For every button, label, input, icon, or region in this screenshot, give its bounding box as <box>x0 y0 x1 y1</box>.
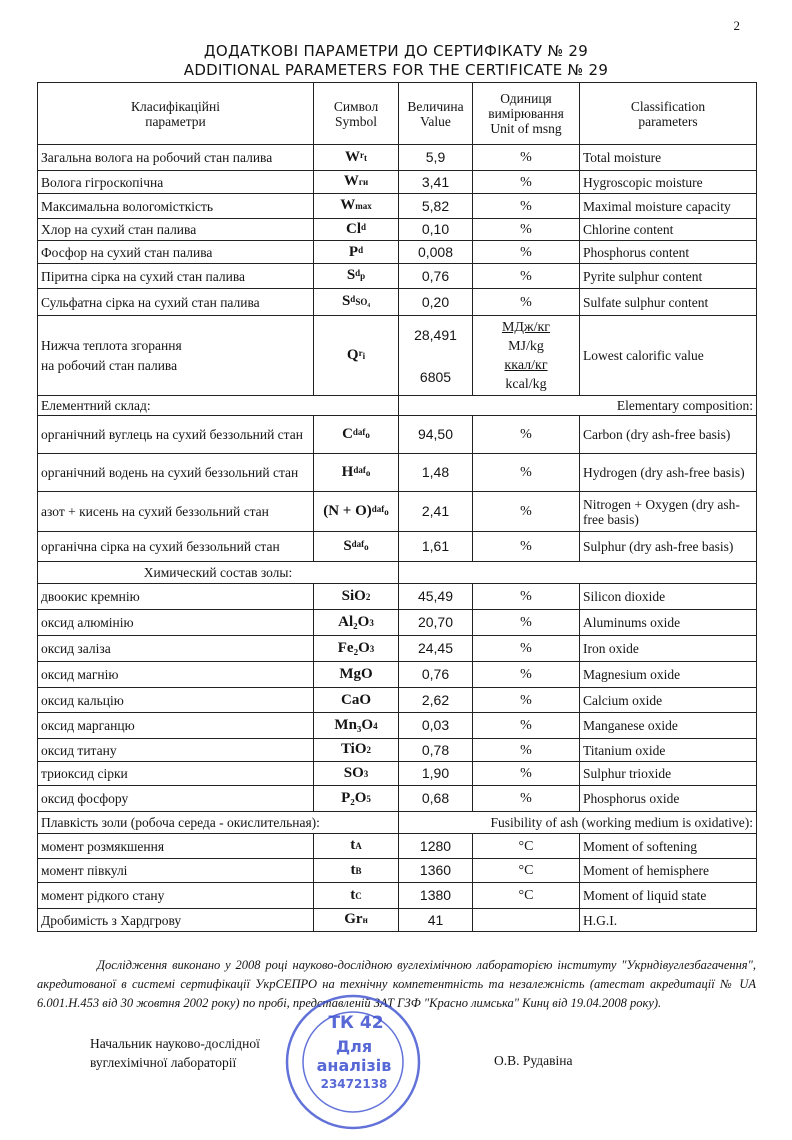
symbol-subscript: o <box>384 506 389 517</box>
section-ash-en <box>399 562 757 584</box>
symbol-subscript: t <box>364 152 367 163</box>
param-name-en: Calcium oxide <box>580 688 757 713</box>
param-name-en: Maximal moisture capacity <box>580 194 757 219</box>
param-name-en: Moment of liquid state <box>580 883 757 909</box>
symbol-cell <box>314 416 399 454</box>
symbol-cell <box>314 492 399 532</box>
value-cell: 5,82 <box>399 194 473 219</box>
param-name-ua: оксид заліза <box>38 636 314 662</box>
symbol-subscript: ги <box>358 177 369 187</box>
symbol-cell <box>314 739 399 762</box>
unit-cell: % <box>473 171 580 194</box>
param-name-en: Phosphorus content <box>580 241 757 264</box>
header-value <box>399 83 473 145</box>
param-name-en: Moment of softening <box>580 834 757 859</box>
symbol-base: P <box>348 243 359 260</box>
symbol-cell <box>314 194 399 219</box>
header-text: параметри <box>145 113 206 129</box>
value-cell: 2,62 <box>399 688 473 713</box>
param-name-ua: оксид титану <box>38 739 314 762</box>
symbol-subscript: max <box>355 201 372 211</box>
symbol-base: Al₂O <box>338 613 370 630</box>
symbol-subscript: o <box>365 429 370 440</box>
symbol-cell <box>314 532 399 562</box>
unit-cell: °C <box>473 834 580 859</box>
parameters-table <box>37 82 757 932</box>
param-name-en: Chlorine content <box>580 219 757 241</box>
param-name-ua: органічний водень на сухий беззольний стан <box>38 454 314 492</box>
param-name-ua: момент півкулі <box>38 859 314 883</box>
section-elementary <box>38 396 757 416</box>
value-kcal: 6805 <box>419 368 452 385</box>
table-row <box>38 171 757 194</box>
param-name-en: Iron oxide <box>580 636 757 662</box>
symbol-cell <box>314 834 399 859</box>
symbol-base: W <box>340 197 356 213</box>
symbol-subscript: A <box>355 841 362 851</box>
value-cell: 0,008 <box>399 241 473 264</box>
param-name-ua: Піритна сірка на сухий стан палива <box>38 264 314 289</box>
section-fusibility <box>38 812 757 834</box>
unit-line: МДж/кг <box>501 319 551 335</box>
param-name-ua: Фосфор на сухий стан палива <box>38 241 314 264</box>
header-text: Класифікаційні <box>131 98 220 114</box>
symbol-base: SO <box>343 764 364 781</box>
unit-cell: % <box>473 584 580 610</box>
symbol-subscript: 2 <box>366 745 372 755</box>
param-name-en: Carbon (dry ash-free basis) <box>580 416 757 454</box>
param-name-en: Silicon dioxide <box>580 584 757 610</box>
symbol-cell <box>314 316 399 396</box>
symbol-subscript: o <box>364 541 369 552</box>
symbol-superscript: d <box>358 244 364 255</box>
table-row <box>38 454 757 492</box>
symbol-superscript: d <box>355 268 361 278</box>
value-cell: 1,48 <box>399 454 473 492</box>
param-name-ua: Волога гігроскопічна <box>38 171 314 194</box>
signature-line2: вуглехімічної лабораторії <box>90 1055 237 1070</box>
table-row <box>38 739 757 762</box>
symbol-cell <box>314 909 399 932</box>
header-text: Unit of msng <box>490 121 562 136</box>
symbol-cell <box>314 219 399 241</box>
header-symbol <box>314 83 399 145</box>
table-row <box>38 264 757 289</box>
signature-name: О.В. Рудавіна <box>494 1053 573 1068</box>
unit-cell: % <box>473 289 580 316</box>
unit-line: ккал/кг <box>504 357 548 373</box>
unit-cell: % <box>473 610 580 636</box>
value-cell: 2,41 <box>399 492 473 532</box>
unit-cell: °C <box>473 883 580 909</box>
param-name-ua: оксид марганцю <box>38 713 314 739</box>
value-cell: 0,03 <box>399 713 473 739</box>
symbol-base: (N + O) <box>323 502 372 519</box>
symbol-subscript: SO₄ <box>355 297 371 307</box>
param-name-ua: момент розмякшення <box>38 834 314 859</box>
param-name-en: Pyrite sulphur content <box>580 264 757 289</box>
symbol-base: Fe₂O <box>337 639 370 656</box>
param-name-ua: момент рідкого стану <box>38 883 314 909</box>
symbol-subscript: o <box>365 467 371 478</box>
unit-cell: % <box>473 532 580 562</box>
header-text: вимірювання <box>488 106 564 121</box>
symbol-superscript: daf <box>371 503 385 514</box>
symbol-superscript: d <box>360 222 366 232</box>
symbol-cell <box>314 636 399 662</box>
param-name-ua: азот + кисень на сухий беззольний стан <box>38 492 314 532</box>
symbol-cell <box>314 454 399 492</box>
table-row <box>38 416 757 454</box>
param-name-en: Magnesium oxide <box>580 662 757 688</box>
unit-cell: % <box>473 219 580 241</box>
unit-cell: % <box>473 194 580 219</box>
unit-cell: % <box>473 264 580 289</box>
symbol-cell <box>314 859 399 883</box>
value-cell: 0,78 <box>399 739 473 762</box>
unit-cell: % <box>473 762 580 786</box>
symbol-cell <box>314 662 399 688</box>
header-unit <box>473 83 580 145</box>
table-row <box>38 834 757 859</box>
table-row <box>38 909 757 932</box>
symbol-base: Cl <box>345 221 361 237</box>
table-row <box>38 492 757 532</box>
value-cell: 1380 <box>399 883 473 909</box>
param-name-ua: Дробимість з Хардгрову <box>38 909 314 932</box>
table-row <box>38 241 757 264</box>
table-row <box>38 859 757 883</box>
symbol-superscript: r <box>358 347 363 358</box>
symbol-base: C <box>342 425 353 442</box>
symbol-base: W <box>343 173 359 189</box>
symbol-cell <box>314 584 399 610</box>
table-row <box>38 610 757 636</box>
header-text: Symbol <box>334 113 377 129</box>
unit-line: MJ/kg <box>508 338 544 354</box>
table-row <box>38 219 757 241</box>
symbol-subscript: 3 <box>363 768 369 779</box>
section-elementary-ua: Елементний склад: <box>38 396 399 416</box>
table-row <box>38 662 757 688</box>
research-note: Дослідження виконано у 2008 році науково-дослідною вуглехімічною лабораторією інституту "Укрндівуглезбагачення", акредитованої в системі сертифікації УкрСЕПРО на технічну компетентність та незалежність (атестат акредитації № UA 6.001.H.453 від 30 жовтня 2002 року) по пробі, представленій ЗАТ ГЗФ "Красно лимська" Кинц від 19.04.2008 року). <box>37 958 756 1010</box>
param-name-ua <box>38 316 314 396</box>
symbol-cell <box>314 171 399 194</box>
symbol-base: Gr <box>344 911 363 927</box>
symbol-subscript: н <box>362 915 368 925</box>
symbol-base: P₂O <box>341 789 367 806</box>
header-classification-ua <box>38 83 314 145</box>
table-row <box>38 584 757 610</box>
symbol-cell <box>314 145 399 171</box>
unit-cell <box>473 909 580 932</box>
value-cell: 0,20 <box>399 289 473 316</box>
symbol-subscript: 3 <box>369 617 374 628</box>
symbol-subscript: 5 <box>366 793 371 804</box>
signature-line1: Начальник науково-дослідної <box>90 1036 260 1051</box>
unit-line: kcal/kg <box>505 376 547 392</box>
symbol-base: t <box>350 837 356 853</box>
param-name-ua: органічна сірка на сухий беззольний стан <box>38 532 314 562</box>
unit-cell: % <box>473 241 580 264</box>
symbol-subscript: 2 <box>365 591 371 602</box>
header-text: Classification <box>630 98 706 114</box>
symbol-cell <box>314 241 399 264</box>
symbol-base: S <box>346 267 356 283</box>
param-name-en: Sulphur trioxide <box>580 762 757 786</box>
symbol-base: H <box>341 463 354 480</box>
header-classification-en <box>580 83 757 145</box>
page-number: 2 <box>733 18 740 33</box>
symbol-superscript: daf <box>353 464 366 475</box>
param-name-ua: триоксид сірки <box>38 762 314 786</box>
table-header <box>38 83 757 145</box>
param-name-en: Aluminums oxide <box>580 610 757 636</box>
symbol-subscript: 4 <box>373 720 378 731</box>
param-name-ua: оксид магнію <box>38 662 314 688</box>
unit-cell: % <box>473 416 580 454</box>
symbol-subscript: B <box>355 865 362 876</box>
value-cell: 1280 <box>399 834 473 859</box>
stamp-tk: ТК 42 <box>328 1013 384 1033</box>
unit-cell: % <box>473 492 580 532</box>
table-row <box>38 883 757 909</box>
table-row <box>38 636 757 662</box>
param-line: Нижча теплота згорання <box>41 337 182 353</box>
value-cell: 3,41 <box>399 171 473 194</box>
value-cell: 1360 <box>399 859 473 883</box>
symbol-base: Mn₃O <box>334 716 374 733</box>
symbol-base: SiO <box>341 587 366 604</box>
unit-cell: % <box>473 786 580 812</box>
unit-cell: °C <box>473 859 580 883</box>
symbol-base: W <box>345 148 360 165</box>
value-cell: 24,45 <box>399 636 473 662</box>
value-cell: 1,90 <box>399 762 473 786</box>
stamp-code: 23472138 <box>320 1077 388 1091</box>
unit-cell <box>473 316 580 396</box>
param-name-en: Sulfate sulphur content <box>580 289 757 316</box>
value-cell: 1,61 <box>399 532 473 562</box>
symbol-cell <box>314 688 399 713</box>
symbol-subscript: C <box>355 890 362 901</box>
section-fusibility-en: Fusibility of ash (working medium is oxidative): <box>399 812 757 834</box>
value-cell <box>399 316 473 396</box>
param-name-ua: оксид кальцію <box>38 688 314 713</box>
title-en: ADDITIONAL PARAMETERS FOR THE CERTIFICATE № 29 <box>183 61 609 79</box>
param-name-ua: Хлор на сухий стан палива <box>38 219 314 241</box>
symbol-subscript: i <box>362 350 366 361</box>
param-name-en: Moment of hemisphere <box>580 859 757 883</box>
value-cell: 0,10 <box>399 219 473 241</box>
param-name-en: Titanium oxide <box>580 739 757 762</box>
header-text: Символ <box>333 98 379 114</box>
stamp-line1: Для <box>335 1037 373 1056</box>
value-cell: 41 <box>399 909 473 932</box>
stamp-line2: аналізів <box>316 1056 392 1075</box>
symbol-base: CaO <box>341 691 371 708</box>
unit-cell: % <box>473 636 580 662</box>
param-name-ua: органічний вуглець на сухий беззольний стан <box>38 416 314 454</box>
header-text: Одиниця <box>500 91 552 106</box>
symbol-base: S <box>341 293 351 309</box>
table-row <box>38 688 757 713</box>
unit-cell: % <box>473 739 580 762</box>
symbol-cell <box>314 289 399 316</box>
section-ash <box>38 562 757 584</box>
symbol-base: TiO <box>340 741 367 757</box>
header-text: Величина <box>407 98 464 114</box>
value-cell: 45,49 <box>399 584 473 610</box>
symbol-cell <box>314 883 399 909</box>
symbol-subscript: 3 <box>369 643 375 654</box>
symbol-base: t <box>350 861 356 878</box>
param-name-en: Phosphorus oxide <box>580 786 757 812</box>
table-row <box>38 145 757 171</box>
value-cell: 0,76 <box>399 264 473 289</box>
symbol-base: t <box>350 886 356 903</box>
param-name-en: Hydrogen (dry ash-free basis) <box>580 454 757 492</box>
value-cell: 0,68 <box>399 786 473 812</box>
table-row <box>38 713 757 739</box>
symbol-superscript: r <box>360 149 364 160</box>
unit-cell: % <box>473 688 580 713</box>
param-name-en: Sulphur (dry ash-free basis) <box>580 532 757 562</box>
param-name-en: Nitrogen + Oxygen (dry ash-free basis) <box>580 492 757 532</box>
param-name-ua: оксид алюмінію <box>38 610 314 636</box>
symbol-superscript: d <box>350 294 356 304</box>
table-row <box>38 762 757 786</box>
header-text: Value <box>420 113 451 129</box>
signature-title <box>90 1034 260 1072</box>
param-name-ua: двоокис кремнію <box>38 584 314 610</box>
symbol-cell <box>314 713 399 739</box>
symbol-base: MgO <box>339 666 373 682</box>
param-name-en: Manganese oxide <box>580 713 757 739</box>
symbol-cell <box>314 786 399 812</box>
value-cell: 0,76 <box>399 662 473 688</box>
value-cell: 94,50 <box>399 416 473 454</box>
table-row <box>38 532 757 562</box>
param-name-en: Lowest calorific value <box>580 316 757 396</box>
symbol-superscript: daf <box>352 426 366 437</box>
symbol-cell <box>314 264 399 289</box>
unit-cell: % <box>473 454 580 492</box>
table-row <box>38 289 757 316</box>
unit-cell: % <box>473 713 580 739</box>
value-cell: 20,70 <box>399 610 473 636</box>
value-mj: 28,491 <box>414 326 457 343</box>
symbol-base: Q <box>346 346 359 363</box>
param-name-en: Hygroscopic moisture <box>580 171 757 194</box>
symbol-superscript: daf <box>351 538 365 549</box>
param-name-en: H.G.I. <box>580 909 757 932</box>
param-name-ua: Загальна волога на робочий стан палива <box>38 145 314 171</box>
value-cell: 5,9 <box>399 145 473 171</box>
param-name-ua: Сульфатна сірка на сухий стан палива <box>38 289 314 316</box>
symbol-base: S <box>343 537 352 554</box>
table-row <box>38 194 757 219</box>
title-ua: ДОДАТКОВІ ПАРАМЕТРИ ДО СЕРТИФІКАТУ № 29 <box>203 42 589 60</box>
symbol-cell <box>314 610 399 636</box>
unit-cell: % <box>473 145 580 171</box>
section-fusibility-ua: Плавкість золи (робоча середа - окислительная): <box>38 812 399 834</box>
table-row-calorific <box>38 316 757 396</box>
stamp-seal <box>268 992 438 1132</box>
section-elementary-en: Elementary composition: <box>399 396 757 416</box>
section-ash-ua: Химический состав золы: <box>38 562 399 584</box>
param-line: на робочий стан палива <box>41 357 178 373</box>
param-name-ua: Максимальна вологоміcткість <box>38 194 314 219</box>
header-text: parameters <box>638 113 698 129</box>
unit-cell: % <box>473 662 580 688</box>
symbol-cell <box>314 762 399 786</box>
table-row <box>38 786 757 812</box>
param-name-en: Total moisture <box>580 145 757 171</box>
symbol-subscript: p <box>360 271 366 281</box>
param-name-ua: оксид фосфору <box>38 786 314 812</box>
